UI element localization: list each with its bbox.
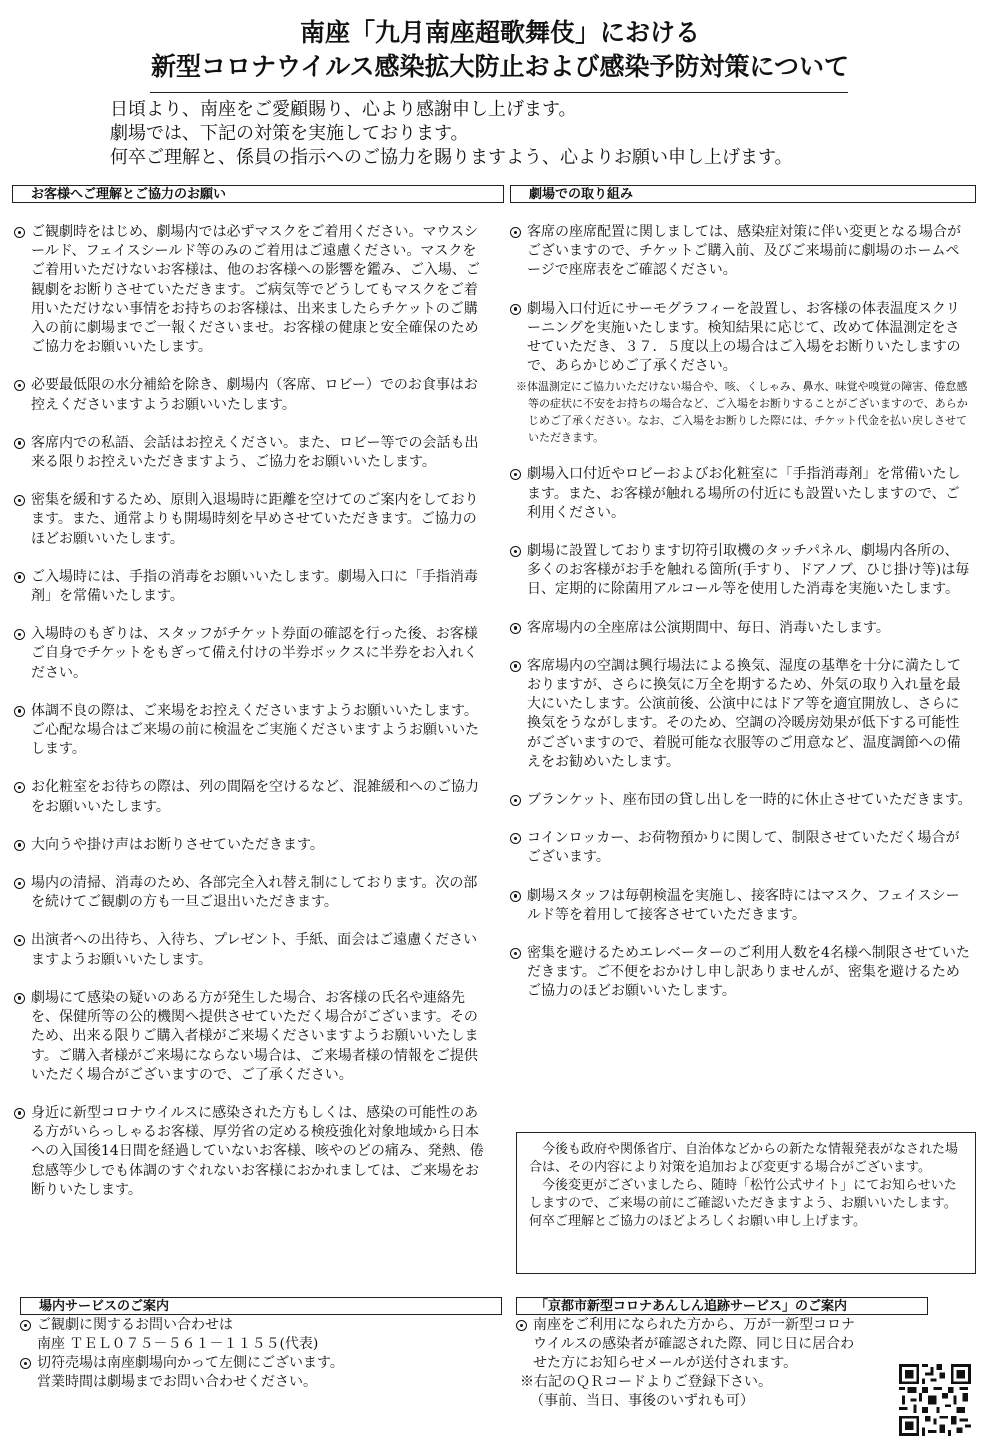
list-item: 密集を緩和するため、原則入退場時に距離を空けてのご案内をしております。また、通常よりも開場時刻を早めさせていただきます。ご協力のほどお願いいたします。: [14, 491, 484, 549]
bullet-icon: [510, 304, 521, 315]
list-item: 客席内での私語、会話はお控えください。また、ロビー等での会話も出来る限りお控えいただきますよう、ご協力をお願いいたします。: [14, 434, 484, 472]
bullet-icon: [14, 782, 25, 793]
bullet-icon: [14, 935, 25, 946]
bullet-icon: [20, 1358, 31, 1369]
bullet-icon: [510, 227, 521, 238]
page-title-line1: 南座「九月南座超歌舞伎」における: [299, 18, 700, 47]
bullet-icon: [510, 546, 521, 557]
business-hours-text: 営業時間は劇場までお問い合わせください。: [37, 1374, 317, 1390]
intro-line: 日頃より、南座をご愛顧賜り、心より感謝申し上げます。: [110, 99, 577, 120]
bullet-icon: [14, 380, 25, 391]
tracking-text: せた方にお知らせメールが送付されます。: [533, 1355, 798, 1371]
right-section-items: [510, 223, 972, 1002]
tracking-section-heading: 「京都市新型コロナあんしん追跡サービス」のご案内: [516, 1297, 928, 1315]
list-item: 必要最低限の水分補給を除き、劇場内（客席、ロビー）でのお食事はお控えくださいますようお願いいたします。: [14, 376, 484, 414]
list-item: 客席場内の全座席は公演期間中、毎日、消毒いたします。: [510, 619, 972, 638]
list-item: 切符売場は南座劇場向かって左側にございます。: [20, 1354, 502, 1373]
list-item: ご入場時には、手指の消毒をお願いいたします。劇場入口に「手指消毒剤」を常備いたします。: [14, 568, 484, 606]
list-item: 出演者への出待ち、入待ち、プレゼント、手紙、面会はご遠慮くださいますようお願いいたします。: [14, 931, 484, 969]
tracking-text: ウイルスの感染者が確認された際、同じ日に居合わ: [533, 1336, 855, 1352]
bullet-icon: [510, 623, 521, 634]
bullet-icon: [14, 993, 25, 1004]
bullet-icon: [14, 878, 25, 889]
list-item: 体調不良の際は、ご来場をお控えくださいますようお願いいたします。ご心配な場合はご来場の前に検温をご実施くださいますようお願いいたします。: [14, 702, 484, 760]
list-item: 客席場内の空調は興行場法による換気、湿度の基準を十分に満たしておりますが、さらに換気に万全を期するため、外気の取り入れ量を最大にいたします。公演前後、公演中にはドア等を適宜開放し、さらに換気をうながします。そのため、空調の冷暖房効果が低下する可能性がございますので、着脱可能な衣服等のご用意など、温度調節への備えをお勧めいたします。: [510, 657, 972, 772]
bullet-icon: [510, 833, 521, 844]
page-title-line2: 新型コロナウイルス感染拡大防止および感染予防対策について: [150, 52, 849, 81]
bullet-icon: [510, 891, 521, 902]
notice-paragraph: 今後変更がございましたら、随時「松竹公式サイト」にてお知らせいたしますので、ご来場の前にご確認いただきますよう、お願いいたします。何卒ご理解とご協力のほどよろしくお願い申し上げます。: [529, 1178, 957, 1229]
list-item: 身近に新型コロナウイルスに感染された方もしくは、感染の可能性のある方がいらっしゃるお客様、厚労省の定める検疫強化対象地域から日本への入国後14日間を経過していないお客様、咳やのどの痛み、発熱、倦怠感等少しでも体調のすぐれないお客様におかれましては、ご来場をお断りいたします。: [14, 1104, 484, 1200]
list-item: お化粧室をお待ちの際は、列の間隔を空けるなど、混雑緩和へのご協力をお願いいたします。: [14, 778, 484, 816]
intro-text: [110, 98, 970, 170]
qr-instruction: ※右記のＱＲコードよりご登録下さい。: [520, 1374, 772, 1390]
right-section-heading: 劇場での取り組み: [510, 185, 976, 203]
bullet-icon: [510, 948, 521, 959]
bullet-icon: [14, 1108, 25, 1119]
list-item: ブランケット、座布団の貸し出しを一時的に休止させていただきます。: [510, 791, 972, 810]
notice-paragraph: 今後も政府や関係省庁、自治体などからの新たな情報発表がなされた場合は、その内容により対策を追加および変更する場合がございます。: [529, 1142, 959, 1175]
service-section-body: [20, 1316, 502, 1392]
list-item: 南座をご利用になられた方から、万が一新型コロナ: [516, 1316, 916, 1335]
list-item: 劇場に設置しております切符引取機のタッチパネル、劇場内各所の、多くのお客様がお手を触れる箇所(手すり、ドアノブ、ひじ掛け等)は毎日、定期的に除菌用アルコール等を使用した消毒を実施いたします。: [510, 542, 972, 600]
bullet-icon: [14, 495, 25, 506]
bullet-icon: [14, 572, 25, 583]
phone-number: 南座 ＴＥＬ０７５－５６１－１１５５(代表): [37, 1336, 319, 1352]
temperature-note: ※体温測定にご協力いただけない場合や、咳、くしゃみ、鼻水、味覚や嗅覚の障害、倦怠感等の症状に不安をお持ちの場合など、ご入場をお断りすることがございますので、あらかじめご了承ください。なお、ご入場をお断りした際には、チケット代金を払い戻しさせていただきます。: [516, 380, 968, 445]
list-item: ご観劇時をはじめ、劇場内では必ずマスクをご着用ください。マウスシールド、フェイスシールド等のみのご着用はご遠慮ください。マスクをご着用いただけないお客様は、他のお客様への影響を鑑み、ご入場、ご観劇をお断りさせていただきます。ご病気等でどうしてもマスクをご着用いただけない事情をお持ちのお客様は、出来ましたらチケットのご購入の前に劇場までご一報くださいませ。お客様の健康と安全確保のためご協力をお願いいたします。: [14, 223, 484, 357]
bullet-icon: [14, 629, 25, 640]
list-item: 劇場にて感染の疑いのある方が発生した場合、お客様の氏名や連絡先を、保健所等の公的機関へ提供させていただく場合がございます。そのため、出来る限りご購入者様がご来場くださいますようお願いいたします。ご購入者様がご来場にならない場合は、ご来場者様の情報をご提供いただく場合がございますので、ご了承ください。: [14, 989, 484, 1085]
list-item: 劇場入口付近にサーモグラフィーを設置し、お客様の体表温度スクリーニングを実施いたします。検知結果に応じて、改めて体温測定をさせていただき、３７．５度以上の場合はご入場をお断りいたしますので、あらかじめご了承ください。: [510, 300, 972, 377]
title-divider: [150, 92, 848, 93]
left-section-heading: お客様へご理解とご協力のお願い: [12, 185, 504, 203]
list-item: 客席の座席配置に関しましては、感染症対策に伴い変更となる場合がございますので、チケットご購入前、及びご来場前に劇場のホームページで座席表をご確認ください。: [510, 223, 972, 281]
bullet-icon: [14, 438, 25, 449]
bullet-icon: [510, 661, 521, 672]
intro-line: 何卒ご理解と、係員の指示へのご協力を賜りますよう、心よりお願い申し上げます。: [110, 147, 793, 168]
notice-box: [516, 1132, 976, 1274]
list-item: 大向うや掛け声はお断りさせていただきます。: [14, 836, 484, 855]
list-item: 劇場スタッフは毎朝検温を実施し、接客時にはマスク、フェイスシールド等を着用して接客させていただきます。: [510, 887, 972, 925]
bullet-icon: [20, 1320, 31, 1331]
list-item: 入場時のもぎりは、スタッフがチケット券面の確認を行った後、お客様ご自身でチケットをもぎって備え付けの半券ボックスに半券をお入れください。: [14, 625, 484, 683]
list-item: コインロッカー、お荷物預かりに関して、制限させていただく場合がございます。: [510, 829, 972, 867]
qr-timing-note: （事前、当日、事後のいずれも可）: [530, 1393, 754, 1409]
qr-code-icon[interactable]: [898, 1364, 972, 1436]
intro-line: 劇場では、下記の対策を実施しております。: [110, 123, 469, 144]
tracking-section-body: [516, 1316, 916, 1411]
bullet-icon: [510, 795, 521, 806]
left-section-items: [14, 223, 484, 1200]
bullet-icon: [14, 840, 25, 851]
list-item: 場内の清掃、消毒のため、各部完全入れ替え制にしております。次の部を続けてご観劇の方も一旦ご退出いただきます。: [14, 874, 484, 912]
service-section-heading: 場内サービスのご案内: [20, 1297, 502, 1315]
list-item: 密集を避けるためエレベーターのご利用人数を4名様へ制限させていただきます。ご不便をおかけし申し訳ありませんが、密集を避けるためご協力のほどお願いいたします。: [510, 944, 972, 1002]
list-item: ご観劇に関するお問い合わせは: [20, 1316, 502, 1335]
list-item: 劇場入口付近やロビーおよびお化粧室に「手指消毒剤」を常備いたします。また、お客様が触れる場所の付近にも設置いたしますので、ご利用ください。: [510, 465, 972, 523]
bullet-icon: [14, 227, 25, 238]
bullet-icon: [516, 1320, 527, 1331]
bullet-icon: [510, 469, 521, 480]
bullet-icon: [14, 706, 25, 717]
